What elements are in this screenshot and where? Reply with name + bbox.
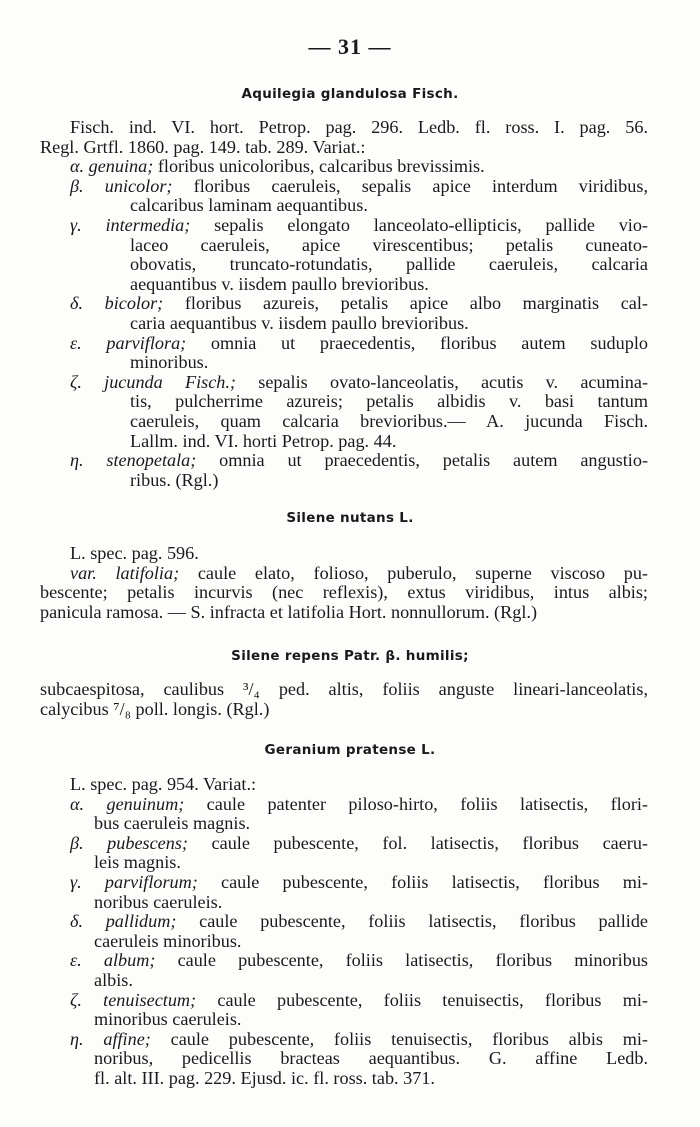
text-line [40,1010,648,1030]
text-line [40,893,648,913]
text-line [40,564,648,584]
variety-label: γ. parviflorum; [70,871,198,892]
text-line [40,275,648,295]
text-line [40,583,648,603]
line-text: caule pubescente, foliis tenuisectis, floribus mi- [196,989,648,1010]
line-text: calycibus ⁷/₈ poll. longis. (Rgl.) [40,698,270,719]
line-text: caule pubescente, foliis latisectis, floribus mi- [197,871,648,892]
variety-label: ζ. tenuisectum; [70,989,197,1010]
text-line [40,373,648,393]
line-text: tis, pulcherrime azureis; petalis albidis v. basi tantum [130,391,648,412]
text-line [40,138,648,158]
section-heading: Aquilegia glandulosa Fisch. [241,86,459,102]
line-text: floribus caeruleis, sepalis apice interdum viridibus, [172,175,648,196]
text-line [40,853,648,873]
text-line [40,196,648,216]
text-line [40,314,648,334]
line-text: leis magnis. [94,852,181,873]
line-text: albis. [94,969,133,990]
text-line [40,834,648,854]
line-text: caule pubescente, foliis tenuisectis, floribus albis mi- [150,1028,648,1049]
variety-label: ζ. jucunda Fisch.; [70,371,236,392]
variety-label: α. genuina; [70,156,154,177]
text-line [40,1030,648,1050]
text-line [40,353,648,373]
line-text: caule pubescente, fol. latisectis, floribus caeru- [187,832,648,853]
line-text: bus caeruleis magnis. [94,813,251,834]
section-body [40,775,648,1089]
text-line [40,1049,648,1069]
line-text: ribus. (Rgl.) [130,469,219,490]
text-line [40,814,648,834]
line-text: omnia ut praecedentis, floribus autem suduplo [186,332,648,353]
variety-label: η. affine; [70,1028,151,1049]
text-line [40,255,648,275]
line-text: Lallm. ind. VI. horti Petrop. pag. 44. [130,430,397,451]
section-heading: Geranium pratense L. [264,742,436,758]
line-text: L. spec. pag. 954. Variat.: [70,774,257,794]
line-text: caule pubescente, foliis latisectis, floribus minoribus [155,950,648,971]
line-text: obovatis, truncato-rotundatis, pallide caeruleis, calcaria [130,254,648,275]
line-text: L. spec. pag. 596. [70,543,199,563]
text-line [40,700,648,720]
text-line [40,680,648,700]
text-line [40,118,648,138]
variety-label: δ. bicolor; [70,293,164,314]
text-line [40,971,648,991]
line-text: caeruleis minoribus. [94,930,242,951]
line-text: minoribus. [130,352,209,373]
line-text: floribus unicoloribus, calcaribus brevissimis. [153,156,485,177]
section-heading: Silene nutans L. [286,510,414,526]
line-text: Regl. Grtfl. 1860. pag. 149. tab. 289. Variat.: [40,136,366,157]
line-text: Fisch. ind. VI. hort. Petrop. pag. 296. Ledb. fl. ross. I. pag. 56. [70,117,648,137]
text-line [40,451,648,471]
text-line [40,432,648,452]
line-text: sepalis elongato lanceolato-ellipticis, pallide vio- [190,214,648,235]
line-text: fl. alt. III. pag. 229. Ejusd. ic. fl. ross. tab. 371. [94,1067,435,1088]
text-line [40,1069,648,1089]
variety-label: β. pubescens; [70,832,188,853]
line-text: caeruleis, quam calcaria brevioribus.— A. jucunda Fisch. [130,410,648,431]
text-line [40,932,648,952]
line-text: sepalis ovato-lanceolatis, acutis v. acumina- [236,371,649,392]
text-line [40,912,648,932]
text-line [40,216,648,236]
line-text: panicula ramosa. — S. infracta et latifolia Hort. nonnullorum. (Rgl.) [40,601,537,622]
section-body [40,680,648,719]
variety-label: η. stenopetala; [70,450,197,471]
line-text: caria aequantibus v. iisdem paullo brevioribus. [130,312,469,333]
text-line [40,603,648,623]
line-text: calcaribus laminam aequantibus. [130,195,368,216]
text-line [40,157,648,177]
text-line [40,294,648,314]
variety-label: ε. album; [70,950,156,971]
line-text: aequantibus v. iisdem paullo brevioribus. [130,273,429,294]
section-body [40,118,648,490]
line-text: subcaespitosa, caulibus ³/₄ ped. altis, foliis anguste lineari-lanceolatis, [40,679,648,699]
text-line [40,392,648,412]
text-line [40,775,648,795]
page-number: — 31 — [308,34,392,59]
text-line [40,177,648,197]
variety-label: γ. intermedia; [70,214,191,235]
text-line [40,236,648,256]
variety-label: β. unicolor; [70,175,173,196]
line-text: laceo caeruleis, apice virescentibus; petalis cuneato- [130,234,648,255]
text-line [40,471,648,491]
variety-label: δ. pallidum; [70,911,177,932]
line-text: caule patenter piloso-hirto, foliis latisectis, flori- [184,793,648,814]
text-line [40,873,648,893]
text-line [40,991,648,1011]
text-line [40,795,648,815]
section-body [40,544,648,622]
line-text: noribus caeruleis. [94,891,223,912]
variety-label: ε. parviflora; [70,332,187,353]
line-text: noribus, pedicellis bracteas aequantibus. G. affine Ledb. [94,1048,648,1069]
text-line [40,334,648,354]
line-text: bescente; petalis incurvis (nec reflexis), extus viridibus, intus albis; [40,582,648,603]
line-text: omnia ut praecedentis, petalis autem angustio- [196,450,649,471]
variety-label: var. latifolia; [70,562,180,583]
line-text: floribus azureis, petalis apice albo marginatis cal- [163,293,648,314]
variety-label: α. genuinum; [70,793,185,814]
text-line [40,951,648,971]
text-line [40,544,648,564]
line-text: caule elato, folioso, puberulo, superne viscoso pu- [179,562,648,583]
line-text: minoribus caeruleis. [94,1009,242,1030]
line-text: caule pubescente, foliis latisectis, floribus pallide [176,911,648,932]
text-line [40,412,648,432]
section-heading: Silene repens Patr. β. humilis; [231,648,469,664]
